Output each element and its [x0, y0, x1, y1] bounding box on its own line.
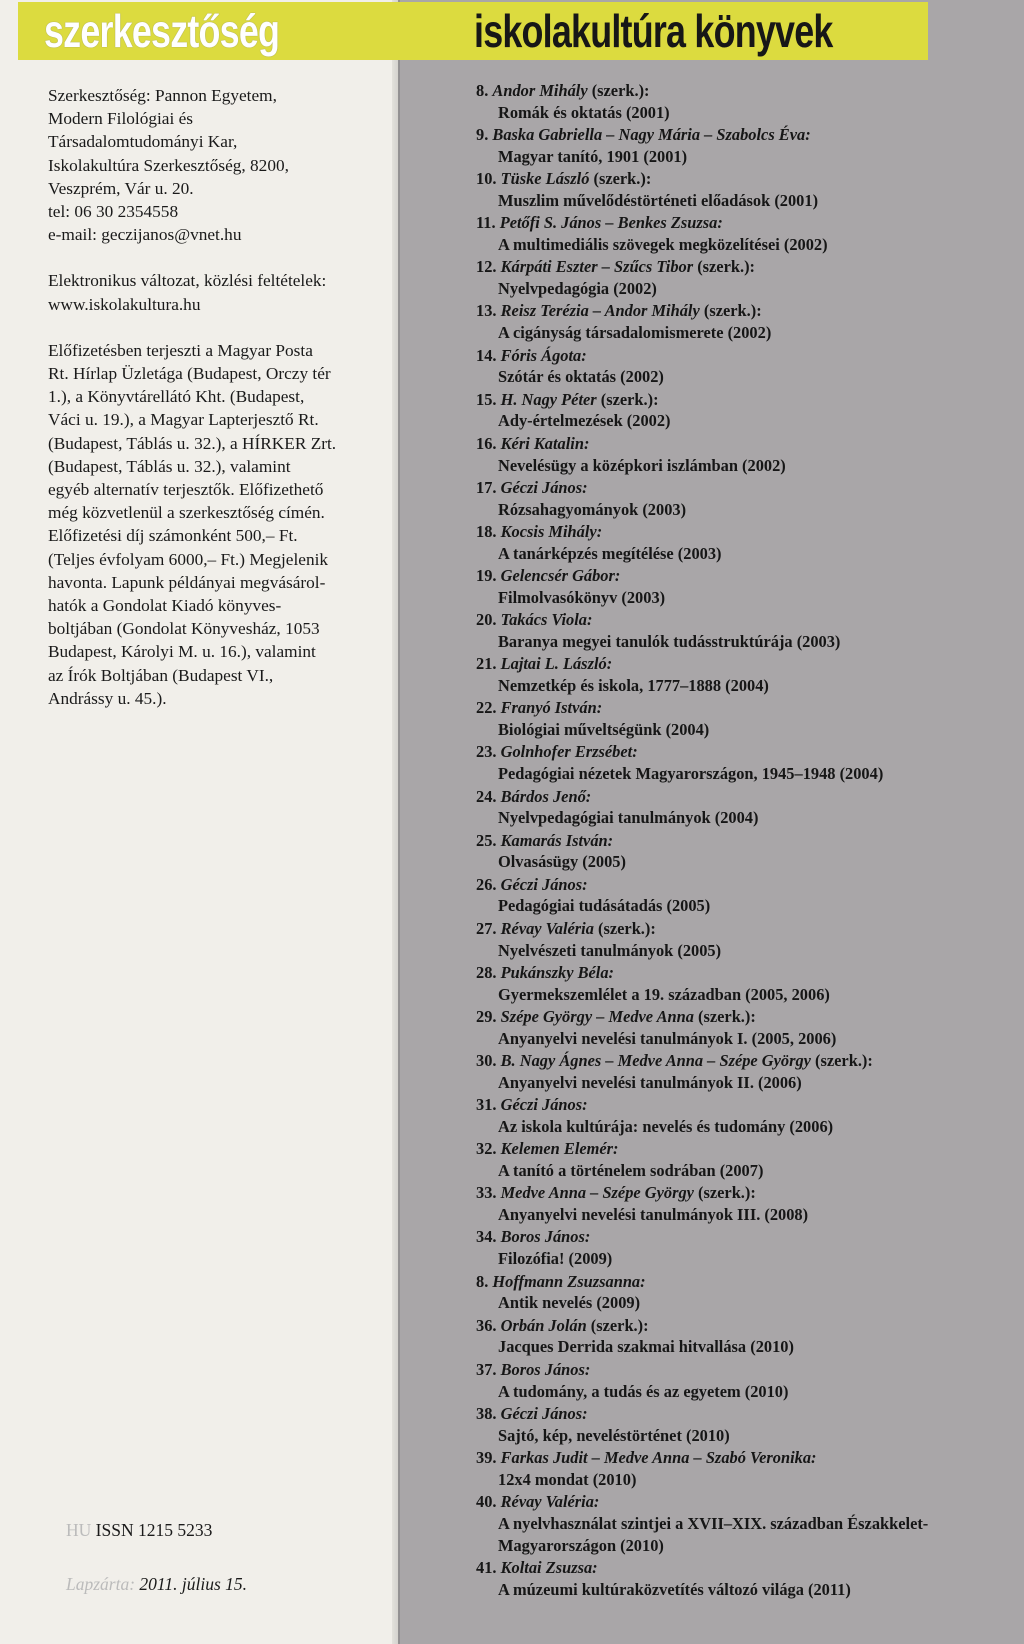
book-item [476, 168, 1024, 212]
book-number: 21. [476, 654, 497, 674]
info-line: Szerkesztőség: Pannon Egyetem, [48, 86, 277, 105]
book-number: 15. [476, 389, 497, 409]
book-item [476, 300, 1024, 344]
book-author: Révay Valéria: [500, 1492, 600, 1511]
book-item [476, 1050, 1024, 1094]
book-number: 40. [476, 1492, 497, 1511]
editorial-info [48, 84, 393, 733]
book-title: Nyelvpedagógia (2002) [498, 279, 657, 299]
book-number: 31. [476, 1095, 497, 1115]
book-number: 11. [476, 213, 496, 233]
book-title: Gyermekszemlélet a 19. században (2005, 2006) [498, 984, 830, 1004]
book-title: A nyelvhasználat szintjei a XVII–XIX. században Északkelet- [498, 1513, 929, 1533]
deadline-label: Lapzárta: [66, 1574, 136, 1594]
book-title: A tanárképzés megítélése (2003) [498, 543, 722, 563]
book-author-line [476, 1315, 1024, 1337]
info-line: e-mail: geczijanos@vnet.hu [48, 225, 242, 245]
book-author-line [476, 1271, 1024, 1293]
book-author: H. Nagy Péter [500, 389, 597, 409]
book-item [476, 1557, 1024, 1601]
book-number: 8. [476, 1271, 489, 1291]
info-line: tel: 06 30 2354558 [48, 202, 179, 222]
book-number: 33. [476, 1183, 497, 1203]
info-line: még közvetlenül a szerkesztőség címén. [48, 503, 325, 523]
book-title: Magyar tanító, 1901 (2001) [498, 146, 688, 166]
book-author-line [476, 1226, 1024, 1248]
book-author-line [476, 1491, 1024, 1513]
book-author: Szépe György – Medve Anna [500, 1006, 694, 1026]
book-title: Biológiai műveltségünk (2004) [498, 720, 710, 740]
book-item [476, 1535, 1024, 1557]
issn-value: ISSN 1215 5233 [95, 1520, 213, 1540]
book-author: Takács Viola: [500, 610, 593, 630]
book-title: Anyanyelvi nevelési tanulmányok I. (2005, 2006) [498, 1028, 837, 1048]
book-item [476, 1315, 1024, 1359]
book-number: 13. [476, 301, 497, 321]
book-author-line [476, 1006, 1024, 1028]
book-author: Géczi János: [500, 1095, 588, 1115]
book-author: Reisz Terézia – Andor Mihály [500, 301, 700, 321]
book-number: 16. [476, 433, 497, 453]
info-line: (Teljes évfolyam 6000,– Ft.) Megjelenik [48, 549, 329, 569]
book-author: Koltai Zsuzsa: [500, 1558, 598, 1578]
info-line: Előfizetési díj számonként 500,– Ft. [48, 526, 298, 546]
info-line: www.iskolakultura.hu [48, 294, 201, 314]
book-author: Petőfi S. János – Benkes Zsuzsa: [499, 213, 723, 233]
book-author-line [476, 918, 1024, 940]
book-author: Baska Gabriella – Nagy Mária – Szabolcs Éva: [492, 125, 811, 145]
info-line: (Budapest, Táblás u. 32.), valamint [48, 456, 291, 476]
book-title: Jacques Derrida szakmai hitvallása (2010) [498, 1337, 794, 1357]
book-number: 22. [476, 698, 497, 718]
book-number: 23. [476, 742, 497, 762]
book-title: Szótár és oktatás (2002) [498, 367, 664, 387]
info-line: Andrássy u. 45.). [48, 688, 167, 708]
book-item [476, 433, 1024, 477]
book-author-line [476, 786, 1024, 808]
book-editor-note: (szerk.): [693, 257, 755, 277]
book-author: Franyó István: [500, 698, 603, 718]
book-author: Géczi János: [500, 1403, 588, 1423]
book-author-line [476, 1359, 1024, 1381]
subscription-block [48, 339, 393, 710]
editorial-heading: szerkesztőség [44, 5, 280, 57]
info-line: hatók a Gondolat Kiadó könyves- [48, 596, 282, 616]
book-number: 18. [476, 521, 497, 541]
info-line: Veszprém, Vár u. 20. [48, 178, 194, 198]
book-item [476, 1138, 1024, 1182]
book-item [476, 1403, 1024, 1447]
book-author-line [476, 830, 1024, 852]
book-title: Anyanyelvi nevelési tanulmányok II. (2006) [498, 1072, 802, 1092]
info-line: havonta. Lapunk példányai megvásárol- [48, 572, 326, 592]
book-editor-note: (szerk.): [693, 1183, 756, 1203]
info-line: boltjában (Gondolat Könyvesház, 1053 [48, 619, 320, 639]
book-item [476, 565, 1024, 609]
book-author-line [476, 477, 1024, 499]
book-author-line [476, 345, 1024, 367]
book-item [476, 786, 1024, 830]
book-number: 38. [476, 1403, 497, 1423]
book-author: Andor Mihály [492, 81, 588, 100]
book-item [476, 212, 1024, 256]
book-title: Rózsahagyományok (2003) [498, 499, 687, 519]
info-line: 1.), a Könyvtárellátó Kht. (Budapest, [48, 387, 305, 407]
book-title: Pedagógiai tudásátadás (2005) [498, 896, 711, 916]
book-title: A tanító a történelem sodrában (2007) [498, 1161, 764, 1181]
info-line: Társadalomtudományi Kar, [48, 132, 238, 152]
book-author: Kocsis Mihály: [500, 521, 603, 541]
book-author: Medve Anna – Szépe György [500, 1183, 694, 1203]
book-author: Kamarás István: [500, 830, 614, 850]
book-title: 12x4 mondat (2010) [498, 1469, 637, 1489]
book-title: Magyarországon (2010) [498, 1536, 664, 1556]
book-number: 10. [476, 169, 497, 189]
address-block [48, 84, 393, 246]
book-number: 34. [476, 1227, 497, 1247]
book-author-line [476, 1557, 1024, 1579]
book-author: Kelemen Elemér: [500, 1139, 619, 1159]
book-author-line [476, 565, 1024, 587]
book-author: B. Nagy Ágnes – Medve Anna – Szépe György [500, 1051, 811, 1071]
issn [66, 1520, 212, 1541]
book-author: Lajtai L. László: [500, 654, 613, 674]
book-item [476, 345, 1024, 389]
book-item [476, 1271, 1024, 1315]
deadline-value: 2011. július 15. [139, 1574, 248, 1594]
info-line: Elektronikus változat, közlési feltételek: [48, 271, 327, 291]
book-item [476, 918, 1024, 962]
book-author-line [476, 1182, 1024, 1204]
book-number: 26. [476, 874, 497, 894]
book-author: Farkas Judit – Medve Anna – Szabó Veronika: [500, 1447, 817, 1467]
book-title: Az iskola kultúrája: nevelés és tudomány (2006) [498, 1116, 834, 1136]
book-item [476, 477, 1024, 521]
book-author-line [476, 962, 1024, 984]
book-number: 17. [476, 477, 497, 497]
book-author: Tüske László [500, 169, 590, 189]
book-item [476, 1226, 1024, 1270]
book-title: Nevelésügy a középkori iszlámban (2002) [498, 455, 786, 475]
info-line: Modern Filológiai és [48, 109, 193, 129]
book-author-line [476, 168, 1024, 190]
book-title: Nyelvészeti tanulmányok (2005) [498, 940, 722, 960]
book-author-line [476, 697, 1024, 719]
book-number: 41. [476, 1558, 497, 1578]
book-item [476, 1359, 1024, 1403]
book-title: Antik nevelés (2009) [498, 1293, 641, 1313]
book-author-line [476, 521, 1024, 543]
book-author-line [476, 1050, 1024, 1072]
book-number: 9. [476, 125, 489, 145]
book-title: Nemzetkép és iskola, 1777–1888 (2004) [498, 676, 769, 696]
book-series-heading: iskolakultúra könyvek [474, 5, 833, 57]
book-editor-note: (szerk.): [810, 1051, 873, 1071]
book-author-line [476, 124, 1024, 146]
book-author-line [476, 300, 1024, 322]
book-title: Pedagógiai nézetek Magyarországon, 1945–1948 (2004) [498, 764, 884, 784]
book-number: 37. [476, 1359, 497, 1379]
book-item [476, 1447, 1024, 1491]
book-author: Hoffmann Zsuzsanna: [492, 1271, 646, 1291]
book-number: 24. [476, 786, 497, 806]
book-item [476, 609, 1024, 653]
book-author-line [476, 433, 1024, 455]
book-item [476, 1094, 1024, 1138]
book-author: Kéri Katalin: [500, 433, 590, 453]
book-title: Anyanyelvi nevelési tanulmányok III. (2008) [498, 1205, 809, 1225]
book-author: Fóris Ágota: [500, 345, 587, 365]
book-number: 32. [476, 1139, 497, 1159]
book-item [476, 962, 1024, 1006]
info-line: Előfizetésben terjeszti a Magyar Posta [48, 340, 313, 360]
book-author-line [476, 1138, 1024, 1160]
book-author-line [476, 609, 1024, 631]
book-author: Géczi János: [500, 477, 588, 497]
book-editor-note: (szerk.): [693, 1006, 756, 1026]
book-author: Orbán Jolán [500, 1315, 587, 1335]
info-line: az Írók Boltjában (Budapest VI., [48, 665, 274, 685]
book-title: Filozófia! (2009) [498, 1249, 613, 1269]
deadline [66, 1574, 247, 1595]
book-number: 25. [476, 830, 497, 850]
book-item [476, 1006, 1024, 1050]
book-title: Sajtó, kép, neveléstörténet (2010) [498, 1425, 730, 1445]
book-item [476, 80, 1024, 124]
book-item [476, 1182, 1024, 1226]
book-title: A cigányság társadalomismerete (2002) [498, 323, 772, 343]
book-editor-note: (szerk.): [699, 301, 762, 321]
book-number: 14. [476, 345, 497, 365]
book-item [476, 256, 1024, 300]
book-number: 27. [476, 918, 497, 938]
book-number: 29. [476, 1006, 497, 1026]
book-list [476, 80, 1024, 1601]
book-author-line [476, 874, 1024, 896]
book-title: Muszlim művelődéstörténeti előadások (2001) [498, 190, 819, 210]
book-editor-note: (szerk.): [587, 81, 650, 100]
book-number: 19. [476, 566, 497, 586]
book-item [476, 697, 1024, 741]
book-author-line [476, 741, 1024, 763]
book-title: A multimediális szövegek megközelítései (2002) [498, 235, 828, 255]
book-title: Ady-értelmezések (2002) [498, 411, 671, 431]
book-number: 30. [476, 1051, 497, 1071]
book-item [476, 124, 1024, 168]
book-author: Kárpáti Eszter – Szűcs Tibor [500, 257, 694, 277]
book-author: Boros János: [500, 1227, 591, 1247]
book-title: Romák és oktatás (2001) [498, 102, 670, 122]
book-author-line [476, 1447, 1024, 1469]
book-item [476, 521, 1024, 565]
book-author: Golnhofer Erzsébet: [500, 742, 638, 762]
book-author-line [476, 212, 1024, 234]
book-item [476, 653, 1024, 697]
book-title: Nyelvpedagógiai tanulmányok (2004) [498, 808, 759, 828]
book-author: Gelencsér Gábor: [500, 566, 621, 586]
book-item [476, 741, 1024, 785]
electronic-block [48, 269, 393, 315]
issn-label: HU [66, 1520, 92, 1540]
book-editor-note: (szerk.): [593, 918, 656, 938]
info-line: Iskolakultúra Szerkesztőség, 8200, [48, 155, 289, 175]
book-author: Pukánszky Béla: [500, 962, 614, 982]
book-author-line [476, 653, 1024, 675]
book-title: A tudomány, a tudás és az egyetem (2010) [498, 1381, 789, 1401]
info-line: Rt. Hírlap Üzletága (Budapest, Orczy tér [48, 364, 331, 384]
book-author: Boros János: [500, 1359, 591, 1379]
book-item [476, 830, 1024, 874]
book-title: A múzeumi kultúraközvetítés változó világa (2011) [498, 1580, 851, 1600]
book-number: 39. [476, 1447, 497, 1467]
book-title: Baranya megyei tanulók tudásstruktúrája (2003) [498, 631, 841, 651]
book-title: Olvasásügy (2005) [498, 852, 626, 872]
book-author-line [476, 256, 1024, 278]
info-line: egyéb alternatív terjesztők. Előfizethető [48, 480, 324, 500]
book-number: 28. [476, 962, 497, 982]
book-number: 8. [476, 81, 489, 100]
info-line: Váci u. 19.), a Magyar Lapterjesztő Rt. [48, 410, 319, 430]
book-number: 12. [476, 257, 497, 277]
book-title: Filmolvasókönyv (2003) [498, 587, 666, 607]
book-item [476, 1491, 1024, 1535]
book-author: Bárdos Jenő: [500, 786, 592, 806]
book-author: Révay Valéria [500, 918, 594, 938]
book-editor-note: (szerk.): [596, 389, 659, 409]
book-author-line [476, 1094, 1024, 1116]
book-editor-note: (szerk.): [586, 1315, 649, 1335]
book-author-line [476, 80, 1024, 102]
book-author-line [476, 1403, 1024, 1425]
book-item [476, 389, 1024, 433]
info-line: Budapest, Károlyi M. u. 16.), valamint [48, 642, 316, 662]
book-editor-note: (szerk.): [589, 169, 652, 189]
book-item [476, 874, 1024, 918]
info-line: (Budapest, Táblás u. 32.), a HÍRKER Zrt. [48, 433, 337, 453]
book-number: 36. [476, 1315, 497, 1335]
book-number: 20. [476, 610, 497, 630]
book-author: Géczi János: [500, 874, 588, 894]
book-author-line [476, 389, 1024, 411]
column-divider [392, 0, 400, 1644]
